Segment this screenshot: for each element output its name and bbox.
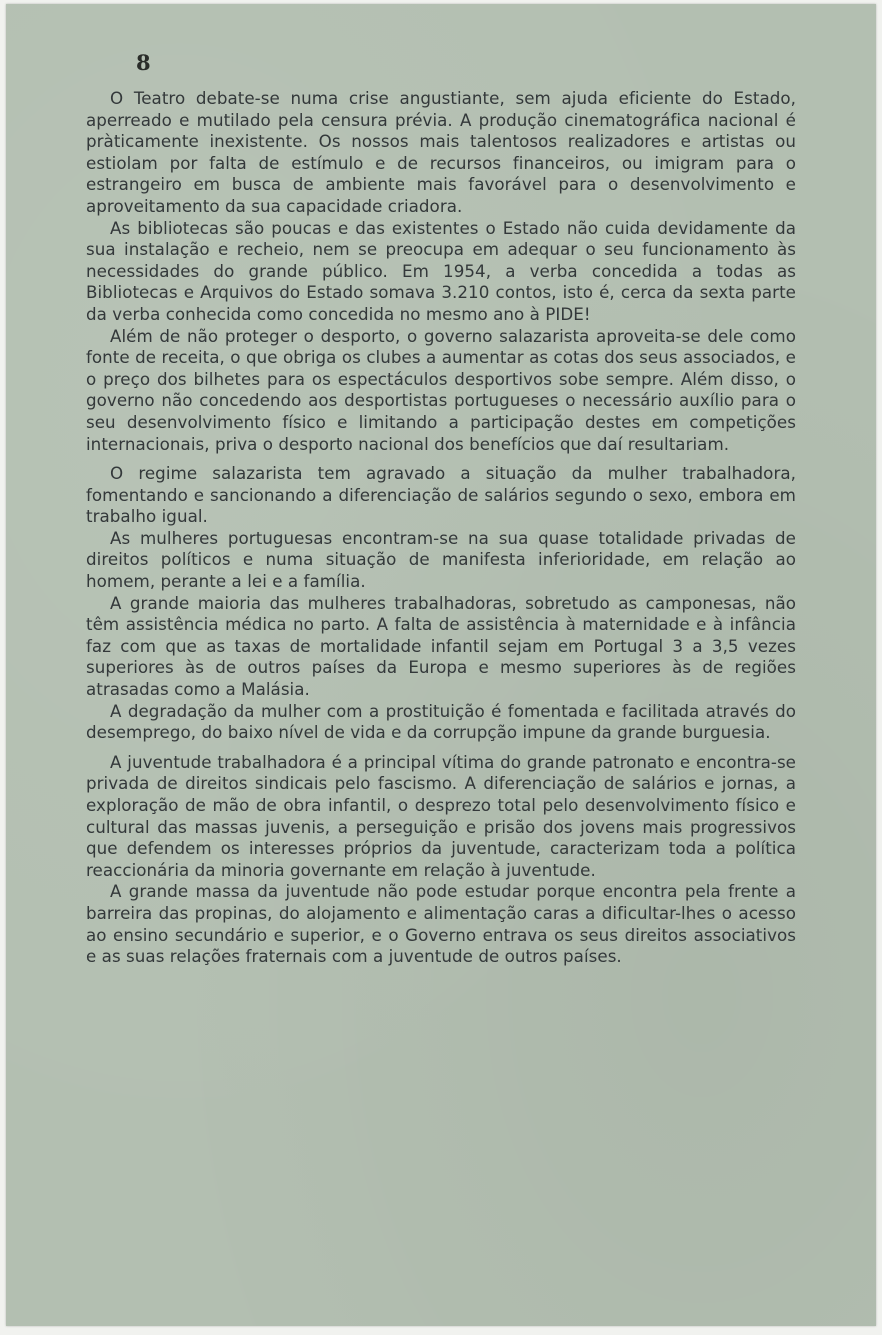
body-text (86, 88, 796, 968)
paragraph-teatro: O Teatro debate-se numa crise angustiante, sem ajuda eficiente do Estado, aperreado e mutilado pela censura prévia. A produção cinematográfica nacional é pràticamente inexistente. Os nossos mais talentosos realizadores e artistas ou estiolam por falta de estímulo e de recursos financeiros, ou imigram para o estrangeiro em busca de ambiente mais favorável para o desenvolvimento e aproveitamento da sua capacidade criadora. (86, 88, 796, 216)
paragraph-juventude-estudar: A grande massa da juventude não pode estudar porque encontra pela frente a barreira das propinas, do alojamento e alimentação caras a dificultar-lhes o acesso ao ensino secundário e superior, e o Governo entrava os seus direitos associativos e as suas relações fraternais com a juventude de outros países. (86, 881, 796, 967)
page-number: 8 (136, 50, 151, 75)
paragraph-prostituicao: A degradação da mulher com a prostituição é fomentada e facilitada através do desemprego, do baixo nível de vida e da corrupção impune da grande burguesia. (86, 700, 796, 743)
paragraph-mulher-trabalhadora: O regime salazarista tem agravado a situação da mulher trabalhadora, fomentando e sancionando a diferenciação de salários segundo o sexo, embora em trabalho igual. (86, 463, 796, 527)
paragraph-juventude-trabalhadora: A juventude trabalhadora é a principal vítima do grande patronato e encontra-se privada de direitos sindicais pelo fascismo. A diferenciação de salários e jornas, a exploração de mão de obra infantil, o desprezo total pelo desenvolvimento físico e cultural das massas juvenis, a perseguição e prisão dos jovens mais progressivos que defendem os interesses próprios da juventude, caracterizam toda a política reaccionária da minoria governante em relação à juventude. (86, 751, 796, 880)
paragraph-desporto: Além de não proteger o desporto, o governo salazarista aproveita-se dele como fonte de receita, o que obriga os clubes a aumentar as cotas dos seus associados, e o preço dos bilhetes para os espectáculos desportivos sobe sempre. Além disso, o governo não concedendo aos desportistas portugueses o necessário auxílio para o seu desenvolvimento físico e limitando a participação destes em competições internacionais, priva o desporto nacional dos benefícios que daí resultariam. (86, 325, 796, 454)
paragraph-mulheres-portuguesas: As mulheres portuguesas encontram-se na sua quase totalidade privadas de direitos políticos e numa situação de manifesta inferioridade, em relação ao homem, perante a lei e a família. (86, 527, 796, 592)
paragraph-bibliotecas: As bibliotecas são poucas e das existentes o Estado não cuida devidamente da sua instalação e recheio, nem se preocupa em adequar o seu funcionamento às necessidades do grande público. Em 1954, a verba concedida a todas as Bibliotecas e Arquivos do Estado somava 3.210 contos, isto é, cerca da sexta parte da verba conhecida como concedida no mesmo ano à PIDE! (86, 217, 796, 324)
paragraph-assistencia-medica: A grande maioria das mulheres trabalhadoras, sobretudo as camponesas, não têm assistência médica no parto. A falta de assistência à maternidade e à infância faz com que as taxas de mortalidade infantil sejam em Portugal 3 a 3,5 vezes superiores às de outros países da Europa e mesmo superiores às de regiões atrasadas como a Malásia. (86, 592, 796, 700)
document-page (6, 4, 876, 1326)
